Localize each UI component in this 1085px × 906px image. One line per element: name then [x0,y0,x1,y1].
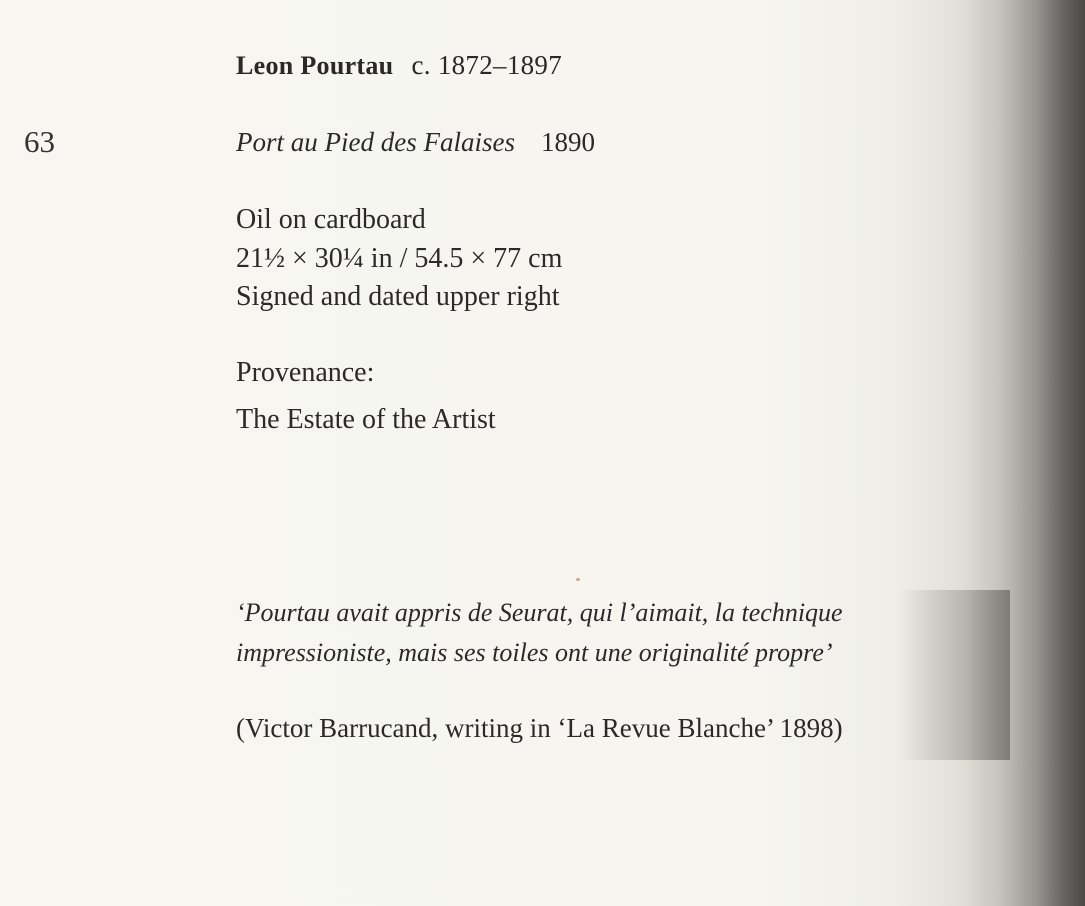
work-medium: Oil on cardboard [236,204,426,235]
work-dimensions: 21½ × 30¼ in / 54.5 × 77 cm [236,243,563,274]
binding-fade [900,590,1010,760]
paper-speck [576,578,580,581]
quote-source: (Victor Barrucand, writing in ‘La Revue Blanche’ 1898) [236,713,843,743]
catalogue-number: 63 [24,124,55,159]
artist-heading [236,50,562,81]
work-signature-note: Signed and dated upper right [236,281,560,312]
quote-line-1: ‘Pourtau avait appris de Seurat, qui l’aimait, la technique [236,598,843,627]
work-title-line [236,127,595,158]
quote-line-2: impressioniste, mais ses toiles ont une originalité propre’ [236,638,833,667]
artist-dates: c. 1872–1897 [411,50,563,80]
work-title: Port au Pied des Falaises [236,127,515,157]
provenance-value: The Estate of the Artist [236,404,496,435]
page-gutter-shadow [965,0,1085,906]
provenance-label: Provenance: [236,357,375,388]
artist-name: Leon Pourtau [236,51,394,80]
work-year: 1890 [540,127,595,157]
